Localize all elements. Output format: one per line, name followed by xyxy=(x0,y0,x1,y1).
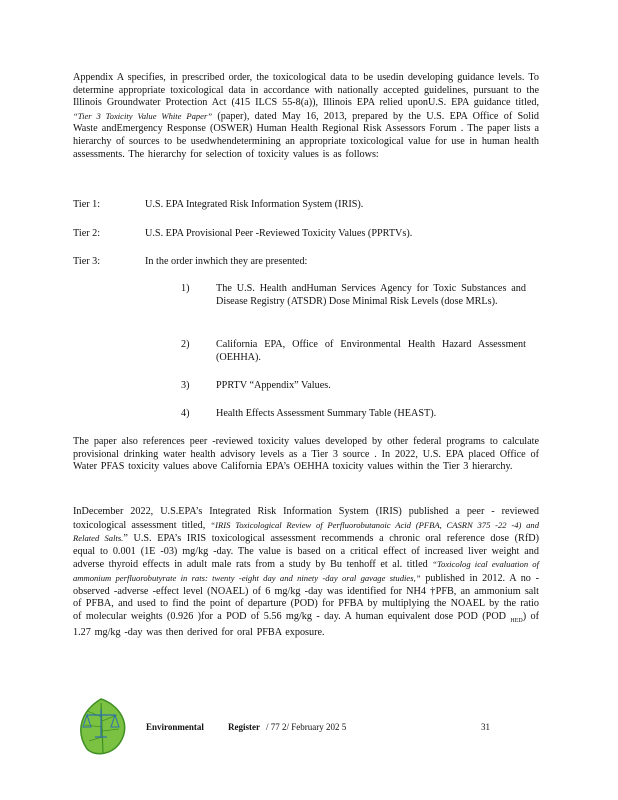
register-logo-icon xyxy=(73,697,129,757)
tier-label: Tier 3: xyxy=(73,256,101,267)
footer-register: Register xyxy=(228,722,260,732)
iris-title: “IRIS Toxicological Review of Perfluorobutanoic Acid (PFBA, CASRN 375 -22 -4) and Related Salts. xyxy=(73,519,539,544)
footer-issue: / 77 2/ February 202 5 xyxy=(266,722,347,732)
intro-paragraph: Appendix A specifies, in prescribed order, the toxicological data to be usedin developing guidance levels. To determine appropriate toxicological data in accordance with nationally accepted guidelines, pursuant to the Illinois Groundwater Protection Act (415 ILCS 55-8(a)), Illinois EPA relied uponU.S. EPA guidance titled, “Tier 3 Toxicity Value White Paper” (paper), dated May 16, 2013, prepared by the U.S. EPA Office of Solid Waste andEmergency Response (OSWER) Human Health Regional Risk Assessors Forum . The paper lists a hierarchy of sources to be usedwhendetermining an appropriate toxicological value for use in human health assessments. The hierarchy for selection of toxicity values is as follows: xyxy=(73,72,539,160)
item-desc: The U.S. Health andHuman Services Agency for Toxic Substances and Disease Registry (ATSDR) Dose Minimal Risk Levels (dose MRLs). xyxy=(216,283,526,307)
paper-title: “Tier 3 Toxicity Value White Paper” xyxy=(73,110,213,121)
tier-desc: U.S. EPA Provisional Peer -Reviewed Toxicity Values (PPRTVs). xyxy=(145,228,413,239)
item-desc: Health Effects Assessment Summary Table (HEAST). xyxy=(216,408,437,419)
item-desc: California EPA, Office of Environmental Health Hazard Assessment (OEHHA). xyxy=(216,339,526,363)
references-paragraph: The paper also references peer -reviewed toxicity values developed by other federal programs to calculate provisional drinking water health advisory levels as a Tier 3 source . In 2022, U.S. EPA placed Office of Water PFAS toxicity values above California EPA’s OEHHA toxicity values within the Tier 3 hierarchy. xyxy=(73,436,539,473)
tier-desc: In the order inwhich they are presented: xyxy=(145,256,308,267)
pfba-paragraph: InDecember 2022, U.S.EPA’s Integrated Risk Information System (IRIS) published a peer - reviewed toxicological assessment titled, “IRIS Toxicological Review of Perfluorobutanoic Acid (PFBA, CASRN 375 -22 -4) and Related Salts.” U.S. EPA’s IRIS toxicological assessment recommends a chronic oral reference dose (RfD) equal to 0.001 (1E -03) mg/kg -day. The value is based on a critical effect of increased liver weight and adverse thyroid effects in adult male rats from a study by Bu tenhoff et al. titled “Toxicolog ical evaluation of ammonium perfluorobutyrate in rats: twenty -eight day and ninety -day oral gavage studies,” published in 2012. A no -observed -adverse -effect level (NOAEL) of 6 mg/kg -day was identified for NH4 †PFB, an ammonium salt of PFBA, and used to find the point of departure (POD) for PFBA by multiplying the NOAEL by the ratio of molecular weights (0.926 )for a POD of 5.56 mg/kg - day. A human equivalent dose POD (POD $_{HED}$) of 1.27 mg/kg -day was then derived for oral PFBA exposure. xyxy=(73,506,539,639)
tier-label: Tier 2: xyxy=(73,228,101,239)
item-number: 4) xyxy=(181,408,190,419)
footer-page-number: 31 xyxy=(481,722,490,732)
item-number: 2) xyxy=(181,339,190,350)
hed-subscript: HED xyxy=(510,617,523,624)
item-number: 1) xyxy=(181,283,190,294)
footer-journal: Environmental xyxy=(146,722,204,732)
item-number: 3) xyxy=(181,380,190,391)
tier-desc: U.S. EPA Integrated Risk Information System (IRIS). xyxy=(145,199,364,210)
study-title: “Toxicolog ical evaluation of ammonium perfluorobutyrate in rats: twenty -eight day and ninety -day oral gavage studies,” xyxy=(73,559,539,583)
tier-label: Tier 1: xyxy=(73,199,101,210)
item-desc: PPRTV “Appendix” Values. xyxy=(216,380,331,391)
